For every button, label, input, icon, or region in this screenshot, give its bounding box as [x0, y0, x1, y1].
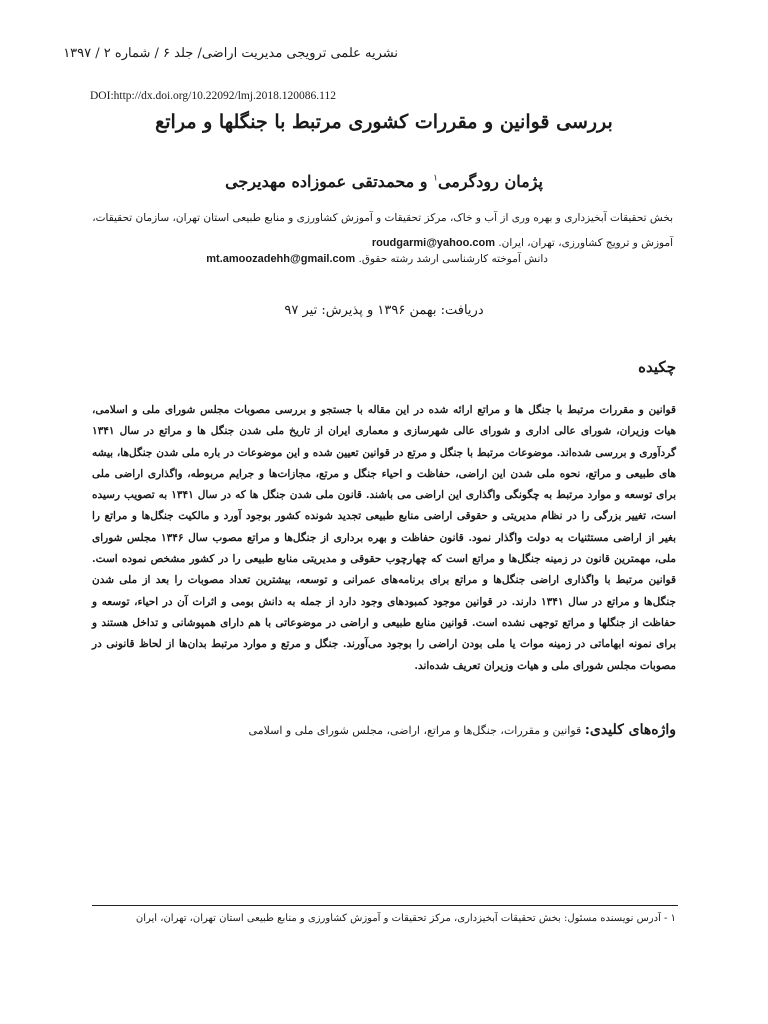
keywords-text: قوانین و مقررات، جنگل‌ها و مراتع، اراضی، مجلس شورای ملی و اسلامی [248, 724, 585, 737]
affiliation-2 [206, 253, 548, 265]
authors-line [0, 172, 768, 191]
author-footnote-marker: ۱ [433, 173, 438, 184]
journal-header: نشریه علمی ترویجی مدیریت اراضی/ جلد ۶ / شماره ۲ / ۱۳۹۷ [63, 46, 398, 61]
abstract-body: قوانین و مقررات مرتبط با جنگل ها و مراتع ارائه شده در این مقاله با جستجو و بررسی مصوبات مجلس شورای ملی و اسلامی، هیات وزیران، شورای عالی اداری و شورای عالی شهرسازی و معماری ایران از تاریخ ملی شدن جنگل ها و مراتع در سال ۱۳۴۱ گردآوری و بررسی شده‌اند. موضوعات مرتبط با جنگل و مرتع در قوانین تعیین شده و این موضوعات در باره ملی شدن جنگل‌ها، بیشه های طبیعی و مراتع، نحوه ملی شدن این اراضی، حفاظت و احیاء جنگل و مرتع، مجازات‌ها و جرایم مربوطه، واگذاری اراضی ملی برای توسعه و موارد مرتبط به چگونگی واگذاری این اراضی می باشند. قانون ملی شدن جنگل ها که در سال ۱۳۴۱ به تصویب رسیده است، تغییر بزرگی را در نظام مدیریتی و حقوقی اراضی منابع طبیعی تجدید شونده کشور بوجود آورد و مالکیت جنگل‌ها و مراتع را بغیر از اراضی مستثنیات به دولت واگذار نمود. قانون حفاظت و بهره برداری از جنگل‌ها و مراتع مصوب سال ۱۳۴۶ مجلس شورای ملی، مهمترین قانون در زمینه جنگل‌ها و مراتع است که چهارچوب حقوقی و مدیریتی منابع طبیعی را در کشور مشخص نموده است. قوانین مرتبط با واگذاری اراضی جنگل‌ها و مراتع برای برنامه‌های عمرانی و توسعه، بیشترین تعداد مصوبات را بعد از ملی شدن جنگل‌ها و مراتع در سال ۱۳۴۱ دارند. در قوانین موجود کمبودهای وجود دارد از جمله به دانش بومی و اثرات آن در احیاء، توسعه و حفاظت از جنگلها و مراتع توجهی نشده است. قوانین منابع طبیعی و اراضی در موضوعاتی با هم دارای همپوشانی و تداخل هستند و برای نمونه ابهاماتی در زمینه موات یا ملی بودن اراضی را بوجود می‌آورند. جنگل و مرتع و موارد مرتبط بدان‌ها از لحاظ قانونی در مصوبات مجلس شورای ملی و هیات وزیران تعریف شده‌اند. [92, 404, 676, 672]
footnote-divider [92, 905, 678, 906]
author-2: و محمدتقی عموزاده مهدیرجی [225, 172, 434, 191]
affiliation-1 [83, 206, 673, 256]
received-accepted-dates: دریافت: بهمن ۱۳۹۶ و پذیرش: تیر ۹۷ [284, 303, 484, 318]
affiliation-2-text: دانش آموخته کارشناسی ارشد رشته حقوق. [358, 253, 548, 265]
abstract-heading: چکیده [638, 358, 676, 376]
affiliation-1-text: بخش تحقیقات آبخیزداری و بهره وری از آب و خاک، مرکز تحقیقات و آموزش کشاورزی و منابع طبیعی استان تهران، سازمان تحقیقات، آموزش و ترویج کشاورزی، تهران، ایران. [92, 212, 673, 249]
author-1: پژمان رودگرمی [437, 172, 543, 191]
footnote: ۱ - آدرس نویسنده مسئول: بخش تحقیقات آبخیزداری، مرکز تحقیقات و آموزش کشاورزی و منابع طبیعی استان تهران، تهران، ایران [135, 913, 676, 924]
keywords-line [249, 722, 676, 738]
keywords-label: واژه‌های کلیدی: [584, 722, 676, 738]
article-title: بررسی قوانین و مقررات کشوری مرتبط با جنگلها و مراتع [155, 111, 613, 133]
doi-link[interactable]: DOI:http://dx.doi.org/10.22092/lmj.2018.120086.112 [90, 90, 336, 102]
email-2[interactable]: mt.amoozadehh@gmail.com [206, 253, 356, 265]
email-1[interactable]: roudgarmi@yahoo.com [371, 237, 495, 249]
